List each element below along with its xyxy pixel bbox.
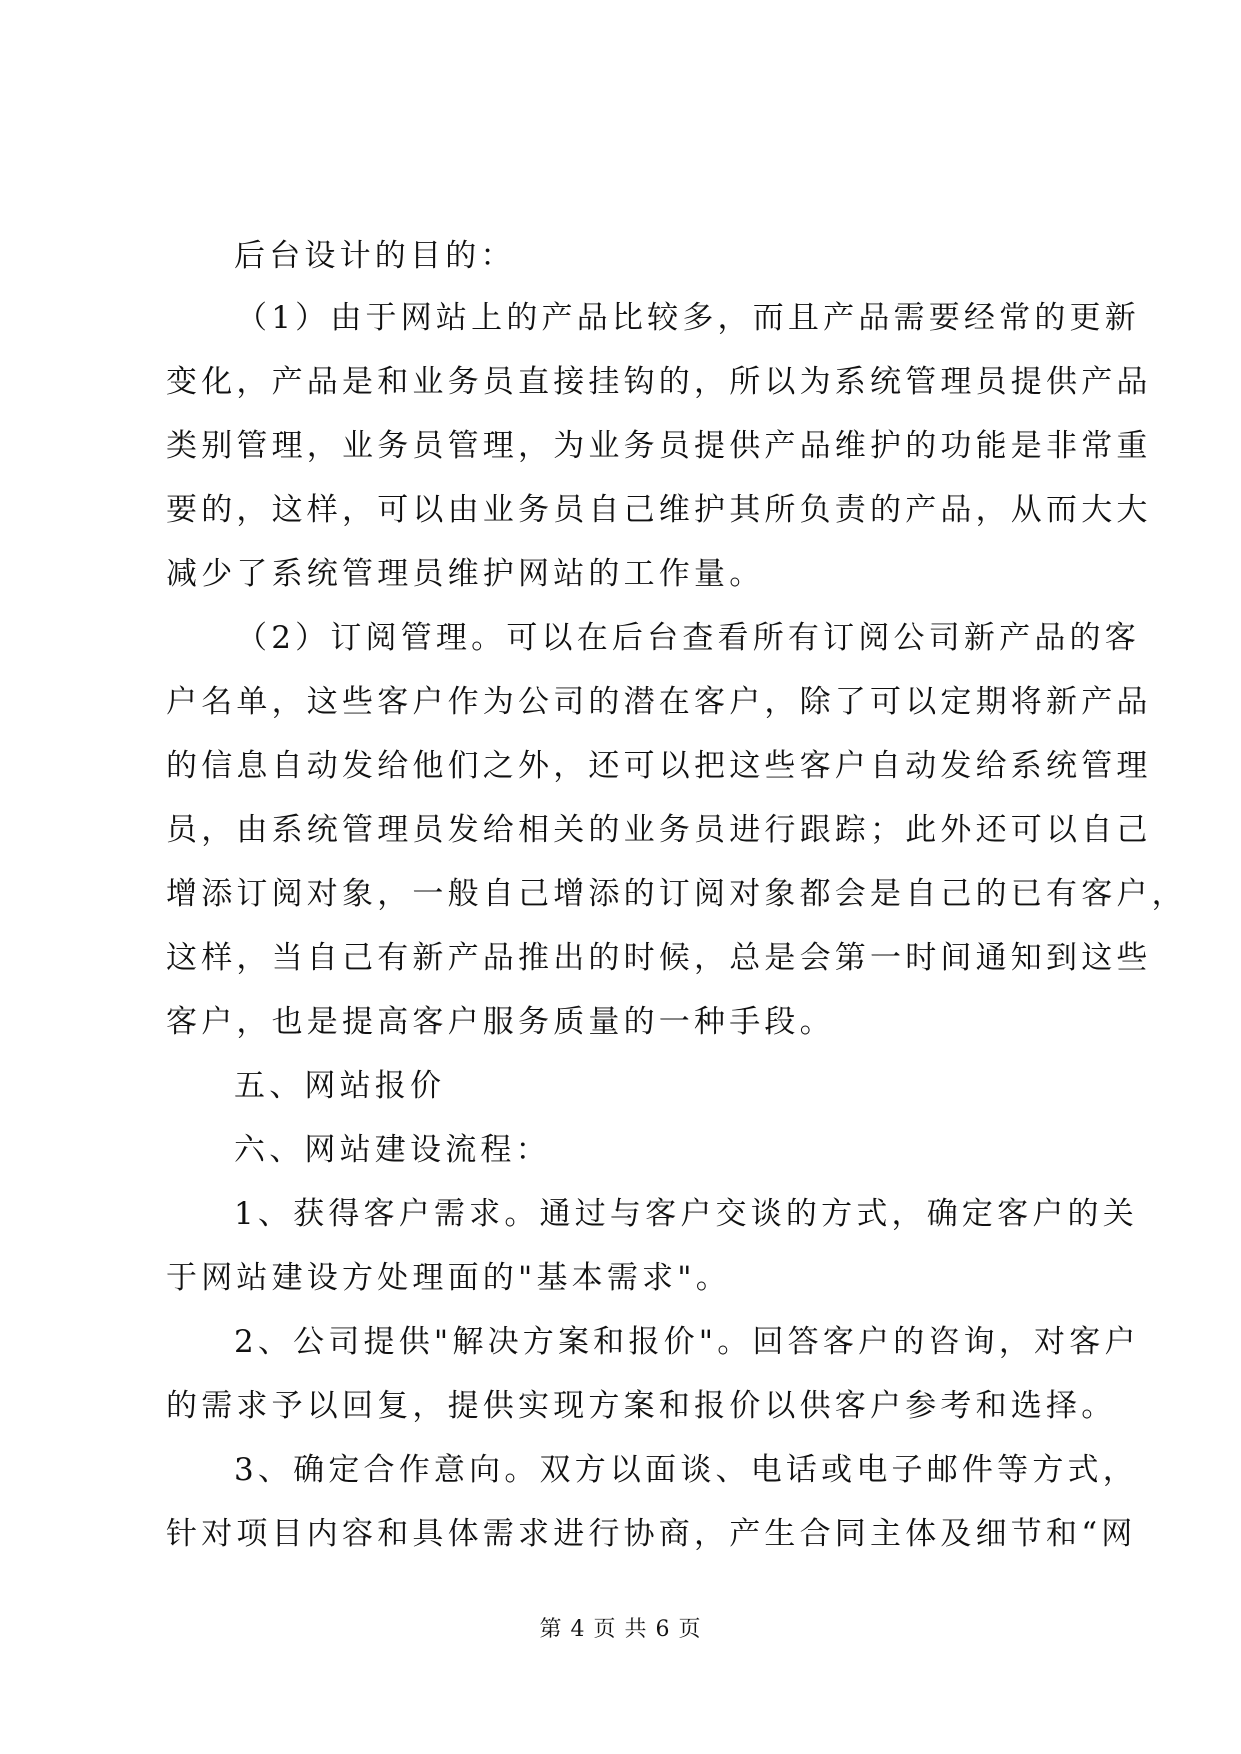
paragraph-1-line-4: 要的，这样，可以由业务员自己维护其所负责的产品，从而大大 bbox=[166, 492, 1152, 528]
step-1-line-2: 于网站建设方处理面的"基本需求"。 bbox=[166, 1260, 731, 1296]
paragraph-2-line-1: （2）订阅管理。可以在后台查看所有订阅公司新产品的客 bbox=[236, 620, 1140, 656]
page-number-footer: 第 4 页 共 6 页 bbox=[539, 1617, 702, 1642]
paragraph-2-line-7: 客户，也是提高客户服务质量的一种手段。 bbox=[166, 1004, 835, 1040]
paragraph-2-line-4: 员，由系统管理员发给相关的业务员进行跟踪；此外还可以自己 bbox=[166, 812, 1152, 848]
paragraph-1-line-5: 减少了系统管理员维护网站的工作量。 bbox=[166, 556, 765, 592]
paragraph-1-line-1: （1）由于网站上的产品比较多，而且产品需要经常的更新 bbox=[236, 300, 1140, 336]
document-body bbox=[166, 226, 1187, 1566]
paragraph-2-line-6: 这样，当自己有新产品推出的时候，总是会第一时间通知到这些 bbox=[166, 940, 1152, 976]
paragraph-1-line-3: 类别管理，业务员管理，为业务员提供产品维护的功能是非常重 bbox=[166, 428, 1152, 464]
section-heading-backend-purpose: 后台设计的目的： bbox=[234, 238, 516, 274]
paragraph-2-line-3: 的信息自动发给他们之外，还可以把这些客户自动发给系统管理 bbox=[166, 748, 1152, 784]
paragraph-1-line-2: 变化，产品是和业务员直接挂钩的，所以为系统管理员提供产品 bbox=[166, 364, 1152, 400]
step-3-line-1: 3、确定合作意向。双方以面谈、电话或电子邮件等方式， bbox=[234, 1452, 1138, 1488]
paragraph-2-line-5: 增添订阅对象，一般自己增添的订阅对象都会是自己的已有客户， bbox=[166, 876, 1187, 912]
section-heading-build-process: 六、网站建设流程： bbox=[234, 1132, 551, 1168]
step-1-line-1: 1、获得客户需求。通过与客户交谈的方式，确定客户的关 bbox=[234, 1196, 1138, 1232]
step-3-line-2: 针对项目内容和具体需求进行协商，产生合同主体及细节和“网 bbox=[166, 1516, 1137, 1552]
section-heading-website-quote: 五、网站报价 bbox=[234, 1068, 446, 1104]
step-2-line-1: 2、公司提供"解决方案和报价"。回答客户的咨询，对客户 bbox=[234, 1324, 1140, 1360]
step-2-line-2: 的需求予以回复，提供实现方案和报价以供客户参考和选择。 bbox=[166, 1388, 1117, 1424]
paragraph-2-line-2: 户名单，这些客户作为公司的潜在客户，除了可以定期将新产品 bbox=[166, 684, 1152, 720]
